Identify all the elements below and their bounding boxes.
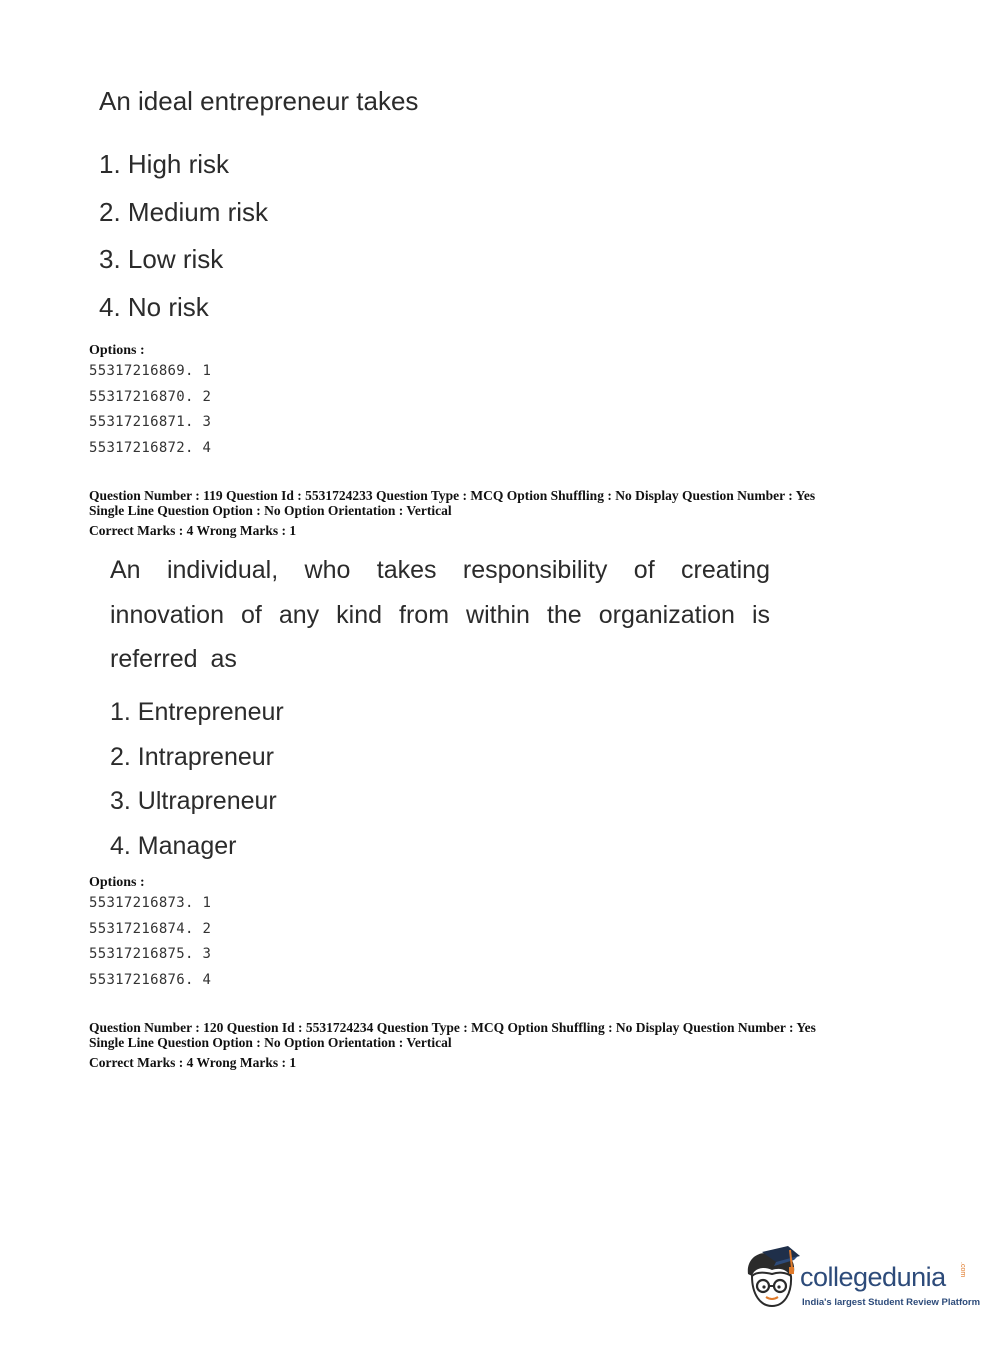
collegedunia-logo — [742, 1246, 981, 1316]
question-2-choice: 1. Entrepreneur — [110, 698, 284, 726]
question-2-choice: 4. Manager — [110, 832, 237, 861]
question-1-choice: 3. Low risk — [99, 244, 224, 274]
option-id: 55317216869. 1 — [89, 363, 212, 379]
options-label: Options : — [89, 875, 145, 890]
question-marks: Correct Marks : 4 Wrong Marks : 1 — [89, 523, 297, 538]
student-mascot-icon — [742, 1246, 802, 1316]
question-meta-line: Question Number : 120 Question Id : 5531724234 Question Type : MCQ Option Shuffling : No Display Question Number : Yes — [89, 1020, 816, 1035]
option-id: 55317216871. 3 — [89, 414, 212, 430]
option-id: 55317216873. 1 — [89, 895, 212, 911]
question-1-choices — [99, 146, 268, 336]
option-id-list — [89, 893, 211, 995]
option-id: 55317216870. 2 — [89, 388, 212, 405]
option-id: 55317216876. 4 — [89, 971, 212, 988]
question-2-stem: An individual, who takes responsibility of creating innovation of any kind from within the organization is referred as — [110, 556, 770, 673]
options-label: Options : — [89, 343, 145, 358]
option-id: 55317216875. 3 — [89, 946, 212, 962]
question-meta-line: Single Line Question Option : No Option Orientation : Vertical — [89, 1035, 452, 1050]
option-id-list — [89, 361, 211, 463]
question-2-choice: 2. Intrapreneur — [110, 742, 274, 771]
logo-domain-suffix: .com — [959, 1262, 966, 1278]
question-meta-line: Question Number : 119 Question Id : 5531724233 Question Type : MCQ Option Shuffling : No Display Question Number : Yes — [89, 488, 816, 503]
logo-tagline: India's largest Student Review Platform — [802, 1297, 981, 1308]
option-id: 55317216872. 4 — [89, 439, 212, 456]
question-2-choice: 3. Ultrapreneur — [110, 787, 277, 816]
logo-brand-name: collegedunia — [800, 1262, 946, 1292]
question-marks: Correct Marks : 4 Wrong Marks : 1 — [89, 1055, 297, 1070]
question-2-choices — [110, 694, 284, 873]
question-meta-line: Single Line Question Option : No Option Orientation : Vertical — [89, 503, 452, 518]
option-id: 55317216874. 2 — [89, 920, 212, 937]
question-1-choice: 4. No risk — [99, 291, 209, 322]
question-1-choice: 2. Medium risk — [99, 196, 269, 227]
question-1-choice: 1. High risk — [99, 149, 230, 179]
question-1-stem: An ideal entrepreneur takes — [99, 86, 419, 116]
